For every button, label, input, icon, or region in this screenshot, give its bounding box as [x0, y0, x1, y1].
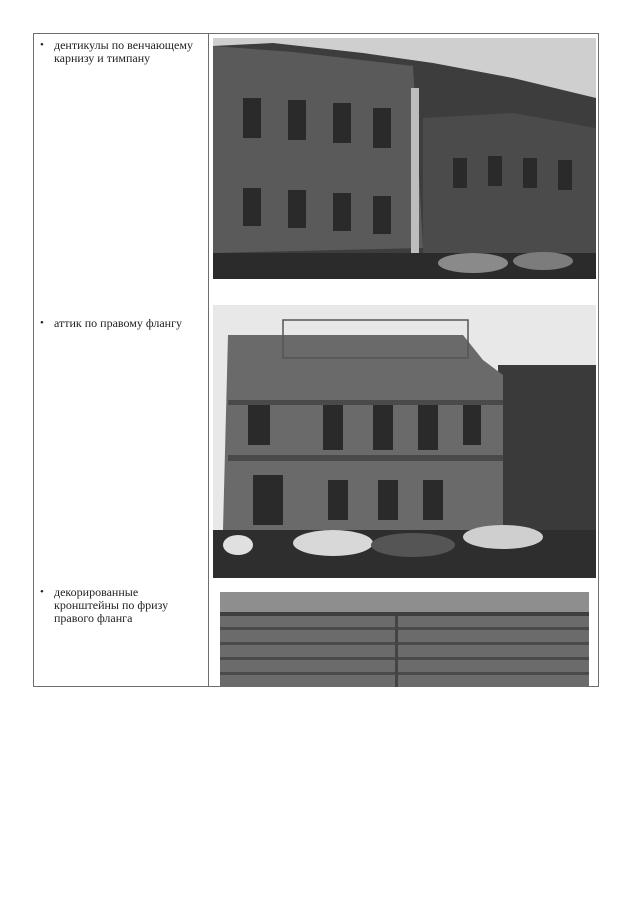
feature-item-dentils: [40, 39, 200, 65]
building-facade-photo-2: [213, 305, 596, 578]
column-divider: [208, 34, 209, 686]
building-facade-photo-3: [220, 592, 589, 687]
feature-item-attic: [40, 317, 200, 330]
bullet-icon: •: [40, 39, 44, 51]
features-table: [33, 33, 599, 687]
bullet-icon: •: [40, 586, 44, 598]
feature-label: аттик по правому флангу: [54, 316, 183, 330]
building-facade-photo-1: [213, 38, 596, 279]
feature-item-brackets: [40, 586, 200, 625]
feature-label: дентикулы по венчающему карнизу и тимпану: [54, 38, 193, 65]
bullet-icon: •: [40, 317, 44, 329]
feature-label: декорированные кронштейны по фризу правого фланга: [54, 585, 169, 625]
